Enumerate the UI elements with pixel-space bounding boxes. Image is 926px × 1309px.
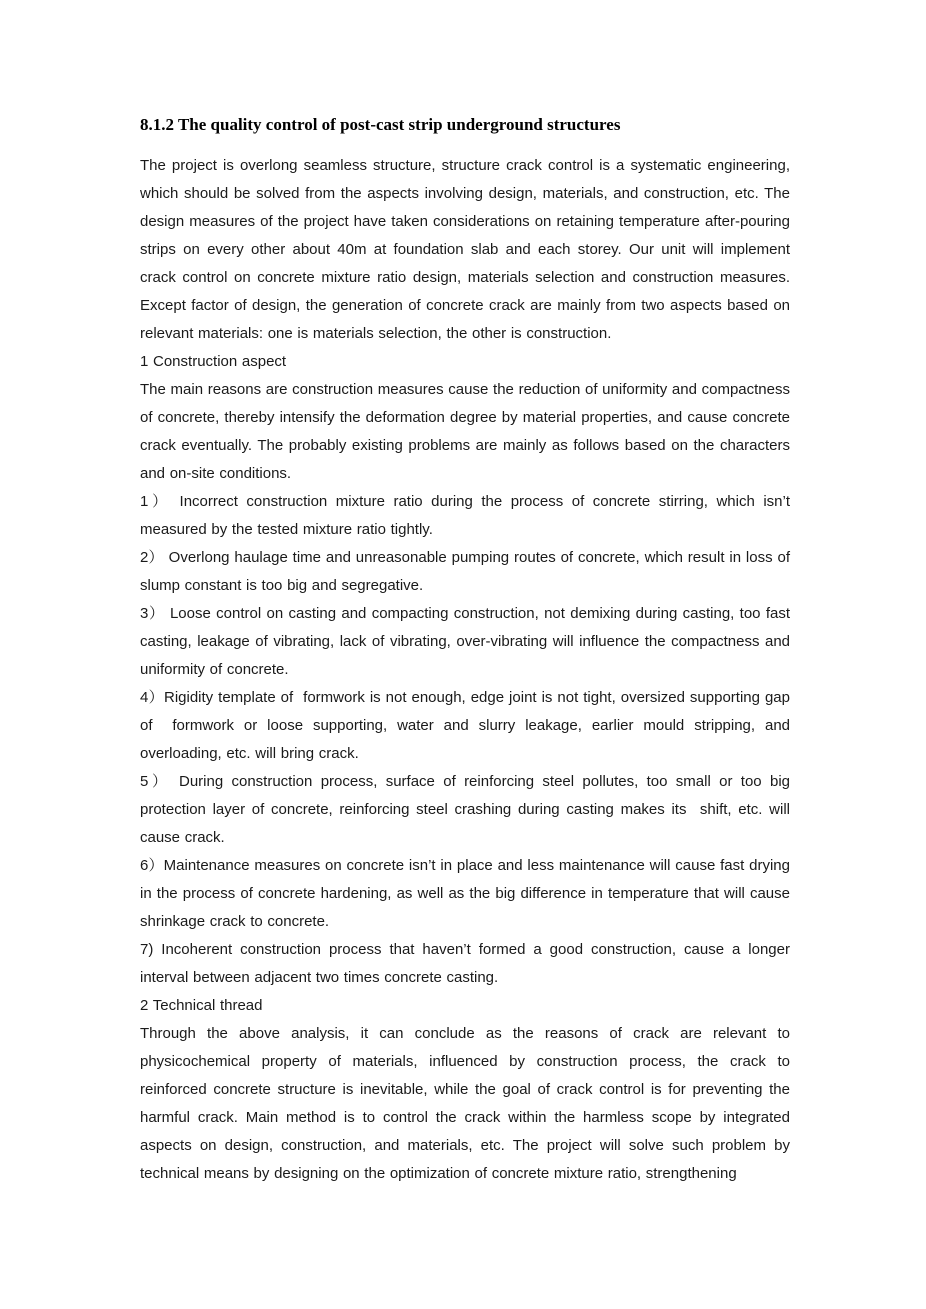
subheading-construction-aspect: 1 Construction aspect [140, 353, 287, 370]
list-item-5: 5） During construction process, surface of reinforcing steel pollutes, too small or too big protection layer of concrete, reinforcing steel crashing during casting makes its shift, etc. will cause crack. [140, 773, 795, 846]
list-item-4: 4）Rigidity template of formwork is not enough, edge joint is not tight, oversized supporting gap of formwork or loose supporting, water and slurry leakage, earlier mould stripping, and overloading, etc. will bring crack. [140, 689, 795, 762]
list-item-6: 6）Maintenance measures on concrete isn’t in place and less maintenance will cause fast drying in the process of concrete hardening, as well as the big difference in temperature that will cause shrinkage crack to concrete. [140, 857, 795, 930]
paragraph-technical-thread: Through the above analysis, it can conclude as the reasons of crack are relevant to physicochemical property of materials, influenced by construction process, the crack to reinforced concrete structure is inevitable, while the goal of crack control is for preventing the harmful crack. Main method is to control the crack within the harmless scope by integrated aspects on design, construction, and materials, etc. The project will solve such problem by technical means by designing on the optimization of concrete mixture ratio, strengthening [140, 1025, 795, 1182]
section-heading: 8.1.2 The quality control of post-cast strip underground structures [140, 115, 621, 134]
list-item-7: 7) Incoherent construction process that haven’t formed a good construction, cause a longer interval between adjacent two times concrete casting. [140, 941, 795, 986]
list-item-3: 3） Loose control on casting and compacting construction, not demixing during casting, too fast casting, leakage of vibrating, lack of vibrating, over-vibrating will influence the compactness and uniformity of concrete. [140, 605, 795, 678]
list-item-2: 2） Overlong haulage time and unreasonable pumping routes of concrete, which result in loss of slump constant is too big and segregative. [140, 549, 795, 594]
subheading-technical-thread: 2 Technical thread [140, 997, 263, 1014]
paragraph-main-reasons: The main reasons are construction measures cause the reduction of uniformity and compactness of concrete, thereby intensify the deformation degree by material properties, and cause concrete crack eventually. The probably existing problems are mainly as follows based on the characters and on-site conditions. [140, 381, 795, 482]
paragraph-intro: The project is overlong seamless structure, structure crack control is a systematic engineering, which should be solved from the aspects involving design, materials, and construction, etc. The design measures of the project have taken considerations on retaining temperature after-pouring strips on every other about 40m at foundation slab and each storey. Our unit will implement crack control on concrete mixture ratio design, materials selection and construction measures. Except factor of design, the generation of concrete crack are mainly from two aspects based on relevant materials: one is materials selection, the other is construction. [140, 157, 795, 342]
list-item-1: 1） Incorrect construction mixture ratio during the process of concrete stirring, which isn’t measured by the tested mixture ratio tightly. [140, 493, 795, 538]
